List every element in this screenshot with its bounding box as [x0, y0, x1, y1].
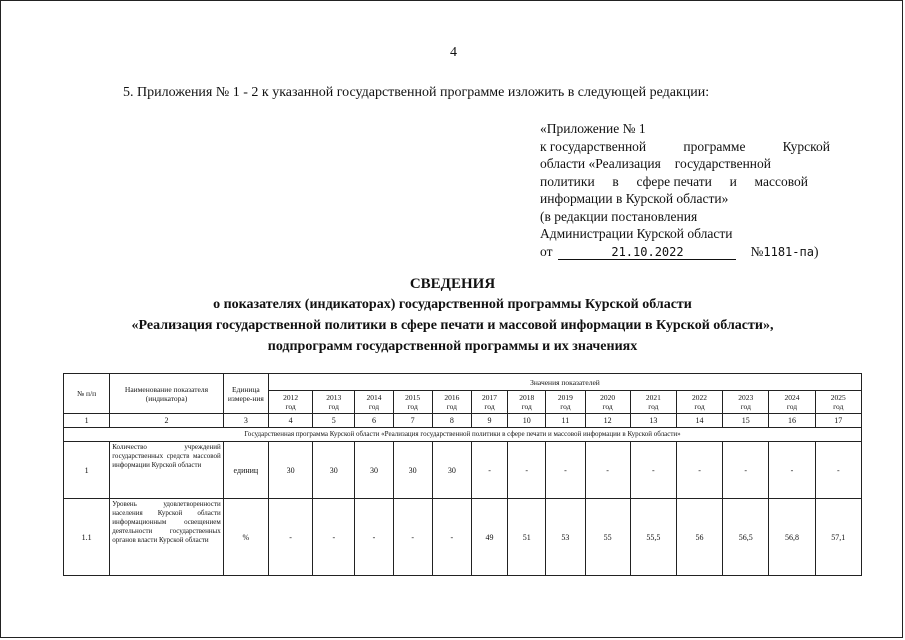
value-cell: - [393, 499, 432, 576]
value-cell: 30 [393, 442, 432, 499]
year-value: 2018 [519, 393, 535, 402]
table-row [64, 499, 862, 576]
column-number-cell: 11 [546, 414, 585, 428]
year-word: год [648, 402, 659, 411]
column-number-cell: 14 [676, 414, 722, 428]
year-value: 2012 [283, 393, 299, 402]
value-cell: - [313, 499, 355, 576]
appendix-line-7: Администрации Курской области [540, 226, 733, 241]
resolution-date: 21.10.2022 [558, 245, 736, 260]
amendment-paragraph: 5. Приложения № 1 - 2 к указанной государственной программе изложить в следующей редакции: [123, 85, 710, 100]
value-cell: - [471, 442, 507, 499]
program-title-cell: Государственная программа Курской области «Реализация государственной политики в сфере печати и массовой информации в Курской области» [64, 428, 862, 442]
date-prefix: от [540, 243, 553, 259]
value-cell: - [508, 442, 546, 499]
appendix-line-2 [540, 138, 830, 156]
year-header-cell [676, 391, 722, 414]
column-number-cell: 1 [64, 414, 110, 428]
column-number-cell: 8 [432, 414, 471, 428]
number-prefix: № [750, 243, 764, 259]
year-header-cell [508, 391, 546, 414]
table-column-numbers-row [64, 414, 862, 428]
appendix-header [540, 120, 830, 261]
column-number-cell: 5 [313, 414, 355, 428]
col-header-num: № п/п [64, 374, 110, 414]
appendix-line-5: информации в Курской области» [540, 191, 729, 206]
appendix-word: Курской [782, 138, 830, 154]
value-cell: 30 [432, 442, 471, 499]
year-word: год [740, 402, 751, 411]
value-cell: - [546, 442, 585, 499]
value-cell: - [676, 442, 722, 499]
table-header-row [64, 374, 862, 391]
column-number-cell: 16 [769, 414, 815, 428]
year-value: 2024 [784, 393, 800, 402]
year-header-cell [630, 391, 676, 414]
appendix-word: к государственной [540, 138, 647, 154]
year-word: год [694, 402, 705, 411]
value-cell: - [432, 499, 471, 576]
year-word: год [368, 402, 380, 411]
value-cell: 30 [268, 442, 312, 499]
appendix-line-1: «Приложение № 1 [540, 121, 646, 136]
column-number-cell: 13 [630, 414, 676, 428]
column-number-cell: 2 [110, 414, 224, 428]
column-number-cell: 6 [355, 414, 393, 428]
value-cell: 30 [313, 442, 355, 499]
year-value: 2015 [405, 393, 421, 402]
closing-paren: ) [813, 243, 819, 259]
year-header-cell [268, 391, 312, 414]
year-header-cell [432, 391, 471, 414]
column-number-cell: 9 [471, 414, 507, 428]
document-subtitle-2: «Реализация государственной политики в сфере печати и массовой информации в Курской области», [131, 318, 774, 333]
year-word: год [560, 402, 571, 411]
column-number-cell: 12 [585, 414, 630, 428]
year-header-cell [546, 391, 585, 414]
year-header-cell [355, 391, 393, 414]
value-cell: 56,8 [769, 499, 815, 576]
document-subtitle-1: о показателях (индикаторах) государственной программы Курской области [213, 297, 692, 312]
year-header-cell [313, 391, 355, 414]
column-number-cell: 15 [723, 414, 769, 428]
document-title: СВЕДЕНИЯ [409, 276, 496, 292]
table-row [64, 442, 862, 499]
year-word: год [484, 402, 495, 411]
value-cell: - [769, 442, 815, 499]
year-word: год [285, 402, 296, 411]
year-word: год [446, 402, 457, 411]
value-cell: 57,1 [815, 499, 861, 576]
document-subtitle-3: подпрограмм государственной программы и их значениях [267, 339, 638, 354]
year-value: 2013 [326, 393, 342, 402]
year-value: 2020 [600, 393, 616, 402]
value-cell: - [268, 499, 312, 576]
col-header-unit: Единица измере-ния [223, 374, 268, 414]
appendix-word: области «Реализация [540, 156, 661, 171]
appendix-word: государственной [674, 156, 772, 171]
year-word: год [602, 402, 613, 411]
value-cell: 51 [508, 499, 546, 576]
year-value: 2014 [366, 393, 382, 402]
col-header-values: Значения показателей [268, 374, 861, 391]
year-header-cell [723, 391, 769, 414]
appendix-date-line [540, 243, 830, 262]
value-cell: - [355, 499, 393, 576]
year-header-cell [393, 391, 432, 414]
value-cell: - [815, 442, 861, 499]
value-cell: 56,5 [723, 499, 769, 576]
value-cell: - [630, 442, 676, 499]
year-value: 2025 [830, 393, 846, 402]
appendix-word: программе [683, 138, 746, 154]
col-header-name: Наименование показателя (индикатора) [110, 374, 224, 414]
year-header-cell [585, 391, 630, 414]
year-value: 2016 [444, 393, 460, 402]
year-value: 2021 [645, 393, 661, 402]
year-value: 2017 [482, 393, 498, 402]
column-number-cell: 4 [268, 414, 312, 428]
appendix-word: в [612, 173, 619, 189]
program-row [64, 428, 862, 442]
column-number-cell: 7 [393, 414, 432, 428]
year-word: год [328, 402, 339, 411]
year-word: год [407, 402, 418, 411]
page-number: 4 [450, 45, 457, 60]
value-cell: 49 [471, 499, 507, 576]
value-cell: 53 [546, 499, 585, 576]
appendix-line-3 [540, 155, 830, 173]
indicator-name-cell: Уровень удовлетворенности населения Курской области информационным освещением деятельности государственных органов власти Курской области [110, 499, 224, 576]
appendix-word: массовой [754, 173, 808, 189]
column-number-cell: 10 [508, 414, 546, 428]
value-cell: - [585, 442, 630, 499]
value-cell: - [723, 442, 769, 499]
year-header-cell [815, 391, 861, 414]
indicator-name-cell: Количество учреждений государственных средств массовой информации Курской области [110, 442, 224, 499]
value-cell: 56 [676, 499, 722, 576]
value-cell: 55 [585, 499, 630, 576]
appendix-line-6: (в редакции постановления [540, 208, 698, 224]
column-number-cell: 17 [815, 414, 861, 428]
value-cell: 55,5 [630, 499, 676, 576]
column-number-cell: 3 [223, 414, 268, 428]
appendix-word: политики [540, 173, 595, 189]
year-value: 2019 [557, 393, 573, 402]
value-cell: 30 [355, 442, 393, 499]
year-value: 2022 [692, 393, 708, 402]
unit-cell: единиц [223, 442, 268, 499]
year-word: год [521, 402, 532, 411]
unit-cell: % [223, 499, 268, 576]
appendix-word: сфере печати [636, 173, 712, 189]
indicators-table [63, 373, 862, 576]
appendix-line-4 [540, 173, 808, 191]
row-number-cell: 1.1 [64, 499, 110, 576]
year-word: год [786, 402, 798, 411]
row-number-cell: 1 [64, 442, 110, 499]
year-header-cell [769, 391, 815, 414]
year-word: год [833, 402, 844, 411]
appendix-word: и [729, 173, 737, 189]
year-value: 2023 [738, 393, 754, 402]
resolution-number: 1181-па [763, 244, 814, 259]
year-header-cell [471, 391, 507, 414]
